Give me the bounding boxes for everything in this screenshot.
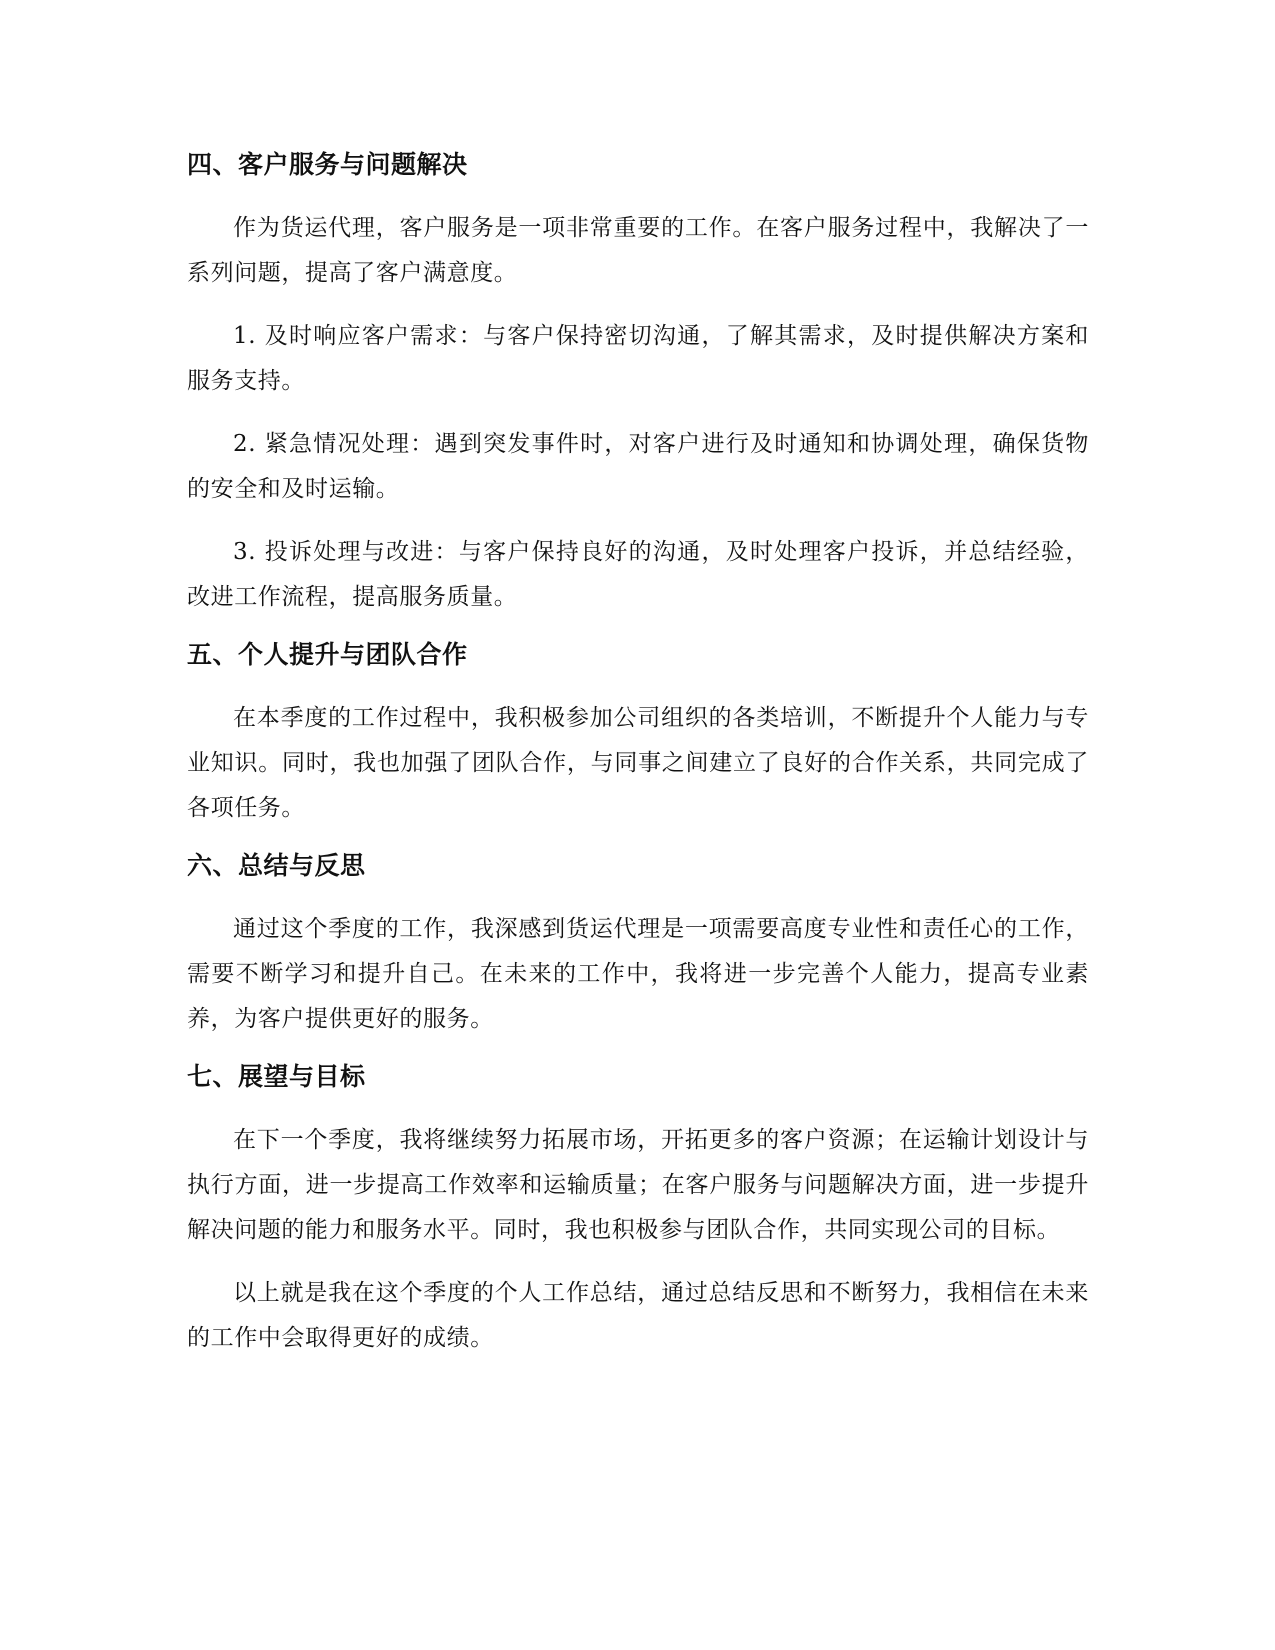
section-heading: 五、个人提升与团队合作 xyxy=(187,640,468,669)
section-outlook xyxy=(187,1060,1089,1361)
section-customer-service xyxy=(187,148,1089,620)
paragraph: 作为货运代理，客户服务是一项非常重要的工作。在客户服务过程中，我解决了一系列问题，提高了客户满意度。 xyxy=(187,215,1089,286)
section-heading: 六、总结与反思 xyxy=(187,851,366,880)
paragraph: 3. 投诉处理与改进：与客户保持良好的沟通，及时处理客户投诉，并总结经验，改进工作流程，提高服务质量。 xyxy=(187,539,1089,610)
section-heading: 四、客户服务与问题解决 xyxy=(187,150,468,179)
section-summary xyxy=(187,849,1089,1042)
paragraph: 在本季度的工作过程中，我积极参加公司组织的各类培训，不断提升个人能力与专业知识。同时，我也加强了团队合作，与同事之间建立了良好的合作关系，共同完成了各项任务。 xyxy=(187,705,1089,821)
document-body xyxy=(187,148,1089,1379)
paragraph: 1. 及时响应客户需求：与客户保持密切沟通，了解其需求，及时提供解决方案和服务支持。 xyxy=(187,323,1089,394)
paragraph: 通过这个季度的工作，我深感到货运代理是一项需要高度专业性和责任心的工作，需要不断学习和提升自己。在未来的工作中，我将进一步完善个人能力，提高专业素养，为客户提供更好的服务。 xyxy=(187,916,1089,1032)
paragraph: 以上就是我在这个季度的个人工作总结，通过总结反思和不断努力，我相信在未来的工作中会取得更好的成绩。 xyxy=(187,1280,1089,1351)
section-personal-growth xyxy=(187,638,1089,831)
section-heading: 七、展望与目标 xyxy=(187,1062,366,1091)
paragraph: 2. 紧急情况处理：遇到突发事件时，对客户进行及时通知和协调处理，确保货物的安全和及时运输。 xyxy=(187,431,1089,502)
paragraph: 在下一个季度，我将继续努力拓展市场，开拓更多的客户资源；在运输计划设计与执行方面，进一步提高工作效率和运输质量；在客户服务与问题解决方面，进一步提升解决问题的能力和服务水平。同时，我也积极参与团队合作，共同实现公司的目标。 xyxy=(187,1127,1089,1243)
